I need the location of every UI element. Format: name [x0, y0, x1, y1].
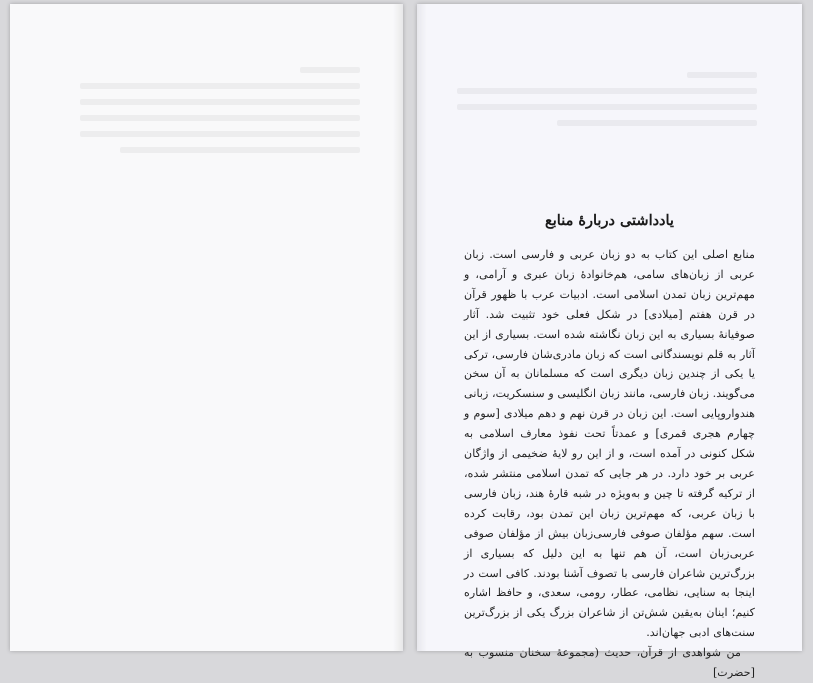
bleed-through-text	[80, 59, 360, 163]
page-gutter-shadow	[417, 4, 427, 651]
bleed-through-text	[457, 64, 757, 136]
left-page	[10, 4, 403, 651]
right-page	[417, 4, 802, 680]
page-gutter-shadow	[393, 4, 403, 651]
body-text	[464, 245, 755, 683]
section-heading: یادداشتی دربارهٔ منابع	[545, 212, 674, 229]
paragraph: من شواهدی از قرآن، حدیث (مجموعهٔ سخنان منسوب به [حضرت]	[464, 646, 755, 680]
paragraph: منابع اصلی این کتاب به دو زبان عربی و فارسی است. زبان عربی از زبان‌های سامی، هم‌خانوادهٔ زبان عبری و آرامی، و مهم‌ترین زبان تمدن اسلامی است. ادبیات عرب با ظهور قرآن در قرن هفتم [میلادی] در شکل فعلی خود تثبیت شد. آثار صوفیانهٔ بسیاری به این زبان نگاشته شده است. بسیاری از این آثار به قلم نویسندگانی است که زبان مادری‌شان فارسی، ترکی یا یکی از چندین زبان دیگری است که مسلمانان به آن سخن می‌گویند. زبان فارسی، مانند زبان انگلیسی و سنسکریت، زبانی هندواروپایی است. این زبان در قرن نهم و دهم میلادی [سوم و چهارم هجری قمری] و عمدتاً تحت نفوذ معارف اسلامی به شکل کنونی در آمده است، و از این رو لایهٔ ضخیمی از واژگان عربی بر خود دارد. در هر جایی که تمدن اسلامی منتشر شده، از ترکیه گرفته تا چین و به‌ویژه در شبه قارهٔ هند، زبان فارسی با زبان عربی، که مهم‌ترین زبان این تمدن بود، رقابت کرده است. سهم مؤلفان صوفی فارسی‌زبان بیش از مؤلفان صوفی عربی‌زبان است، آن هم تنها به این دلیل که بسیاری از بزرگ‌ترین شاعران فارسی با تصوف آشنا بودند. کافی است در اینجا به سنایی، نظامی، عطار، رومی، سعدی، و حافظ اشاره کنیم؛ اینان به‌یقین شش‌تن از شاعران بزرگ یکی از بزرگ‌ترین سنت‌های ادبی جهان‌اند.	[464, 248, 755, 640]
